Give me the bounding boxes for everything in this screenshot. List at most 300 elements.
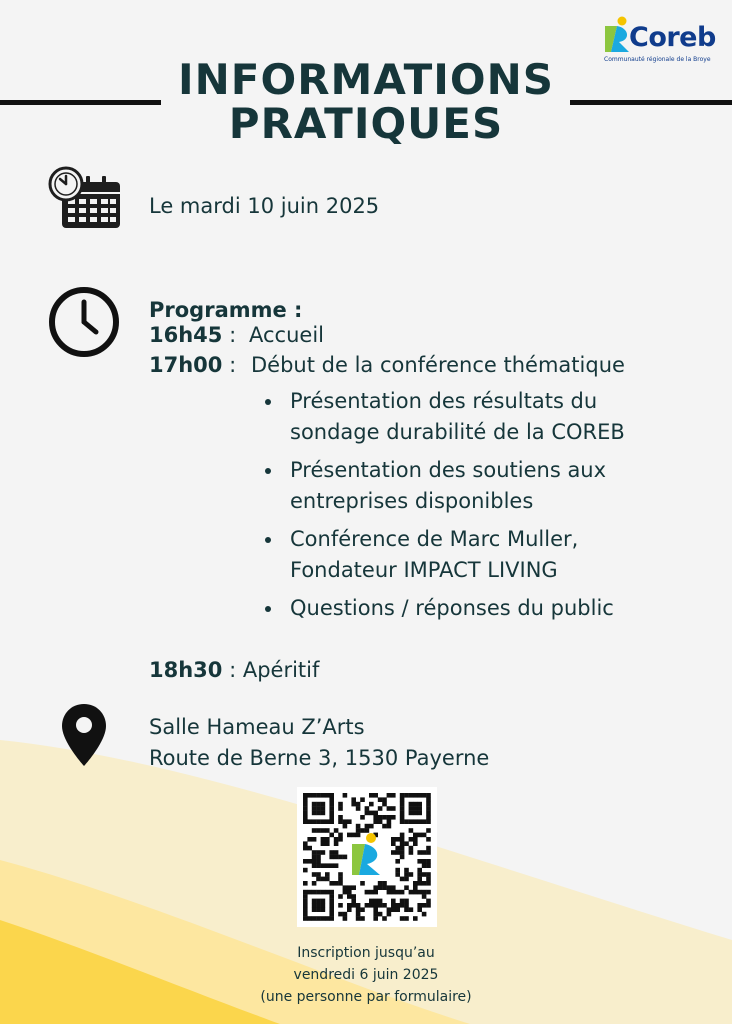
list-item <box>265 524 705 586</box>
qr-module <box>329 850 334 855</box>
qr-module <box>409 890 414 895</box>
qr-module <box>316 872 321 877</box>
registration-line-2: vendredi 6 juin 2025 <box>293 967 439 983</box>
qr-module <box>369 890 374 895</box>
qr-module <box>404 907 409 912</box>
qr-module <box>369 811 374 816</box>
qr-module <box>325 793 330 798</box>
qr-module <box>312 802 317 807</box>
programme-heading: Programme : <box>149 298 303 322</box>
qr-module <box>426 899 431 904</box>
qr-module <box>303 890 308 895</box>
qr-module <box>329 811 334 816</box>
qr-module <box>329 912 334 917</box>
qr-module <box>329 890 334 895</box>
qr-module <box>343 916 348 921</box>
qr-module <box>329 855 334 860</box>
qr-module <box>387 824 392 829</box>
qr-module <box>321 907 326 912</box>
qr-module <box>426 837 431 842</box>
qr-module <box>338 903 343 908</box>
qr-module <box>413 881 418 886</box>
qr-module <box>400 802 405 807</box>
qr-module <box>321 903 326 908</box>
qr-module <box>422 894 427 899</box>
qr-module <box>343 912 348 917</box>
qr-module <box>312 859 317 864</box>
conference-topics <box>265 386 705 631</box>
qr-module <box>417 793 422 798</box>
qr-module <box>426 903 431 908</box>
qr-module <box>387 815 392 820</box>
qr-module <box>422 881 427 886</box>
qr-module <box>303 881 308 886</box>
qr-module <box>400 797 405 802</box>
qr-module <box>422 793 427 798</box>
qr-module <box>356 828 361 833</box>
qr-module <box>338 806 343 811</box>
qr-module <box>338 837 343 842</box>
qr-module <box>343 824 348 829</box>
qr-module <box>356 903 361 908</box>
qr-module <box>347 894 352 899</box>
logo-subtitle: Communauté régionale de la Broye <box>604 56 711 63</box>
qr-module <box>395 846 400 851</box>
qr-module <box>347 890 352 895</box>
qr-module <box>312 828 317 833</box>
qr-module <box>321 819 326 824</box>
schedule-time-2 <box>149 352 236 378</box>
qr-module <box>426 863 431 868</box>
qr-module <box>400 819 405 824</box>
list-item <box>265 455 705 517</box>
qr-module <box>422 833 427 838</box>
title-rule-left <box>0 100 161 105</box>
qr-module <box>312 793 317 798</box>
qr-module <box>413 890 418 895</box>
qr-module <box>321 841 326 846</box>
qr-module <box>312 916 317 921</box>
qr-module <box>369 899 374 904</box>
calendar-clock-icon <box>48 166 122 232</box>
qr-module <box>373 811 378 816</box>
qr-module <box>382 903 387 908</box>
qr-module <box>395 907 400 912</box>
qr-module <box>395 837 400 842</box>
qr-module <box>409 828 414 833</box>
qr-module <box>426 793 431 798</box>
qr-module <box>325 819 330 824</box>
qr-module <box>312 899 317 904</box>
schedule-time-1-value: 16h45 <box>149 323 223 347</box>
qr-module <box>395 859 400 864</box>
qr-module <box>391 837 396 842</box>
qr-module <box>422 912 427 917</box>
aperitif-time: 18h30 <box>149 658 223 682</box>
qr-module <box>321 828 326 833</box>
qr-module <box>400 850 405 855</box>
qr-module <box>303 903 308 908</box>
qr-module <box>303 899 308 904</box>
qr-module <box>303 916 308 921</box>
qr-module <box>365 903 370 908</box>
qr-module <box>387 806 392 811</box>
qr-module <box>307 837 312 842</box>
qr-module <box>316 811 321 816</box>
qr-module <box>360 881 365 886</box>
qr-module <box>316 877 321 882</box>
qr-module <box>409 802 414 807</box>
qr-module <box>373 907 378 912</box>
qr-module <box>325 863 330 868</box>
qr-module <box>409 806 414 811</box>
qr-module <box>409 850 414 855</box>
qr-module <box>426 890 431 895</box>
qr-module <box>395 850 400 855</box>
qr-logo <box>352 833 380 875</box>
qr-module <box>303 811 308 816</box>
qr-module <box>400 899 405 904</box>
qr-module <box>334 881 339 886</box>
qr-module <box>404 899 409 904</box>
qr-module <box>338 855 343 860</box>
qr-module <box>378 815 383 820</box>
qr-module <box>409 846 414 851</box>
qr-module <box>391 841 396 846</box>
qr-module <box>312 837 317 842</box>
qr-module <box>351 833 356 838</box>
qr-module <box>325 837 330 842</box>
qr-module <box>347 833 352 838</box>
qr-module <box>343 855 348 860</box>
venue-name: Salle Hameau Z’Arts <box>149 715 365 739</box>
qr-module <box>365 828 370 833</box>
qr-module <box>338 833 343 838</box>
qr-module <box>426 877 431 882</box>
qr-module <box>404 916 409 921</box>
topic-1-line-1: Présentation des résultats du <box>290 389 598 413</box>
qr-module <box>360 828 365 833</box>
qr-module <box>400 793 405 798</box>
qr-module <box>316 850 321 855</box>
qr-module <box>373 815 378 820</box>
qr-module <box>307 890 312 895</box>
qr-module <box>321 806 326 811</box>
qr-module <box>404 872 409 877</box>
qr-code[interactable] <box>297 787 437 927</box>
coreb-logo <box>603 14 718 64</box>
qr-module <box>382 881 387 886</box>
qr-module <box>365 824 370 829</box>
qr-module <box>382 802 387 807</box>
qr-module <box>356 833 361 838</box>
qr-module <box>422 903 427 908</box>
schedule-time-1 <box>149 322 236 348</box>
qr-module <box>303 912 308 917</box>
schedule-time-2-value: 17h00 <box>149 353 223 377</box>
qr-module <box>417 819 422 824</box>
qr-module <box>404 868 409 873</box>
qr-module <box>426 828 431 833</box>
qr-module <box>395 890 400 895</box>
qr-module <box>303 797 308 802</box>
qr-module <box>321 877 326 882</box>
qr-module <box>387 793 392 798</box>
logo-name: Coreb <box>629 22 716 53</box>
qr-module <box>316 806 321 811</box>
qr-module <box>378 797 383 802</box>
qr-module <box>316 859 321 864</box>
qr-module <box>347 907 352 912</box>
qr-module <box>343 793 348 798</box>
qr-module <box>316 793 321 798</box>
qr-module <box>356 916 361 921</box>
qr-module <box>404 819 409 824</box>
qr-module <box>404 885 409 890</box>
qr-module <box>316 916 321 921</box>
qr-module <box>417 903 422 908</box>
qr-module <box>325 828 330 833</box>
qr-module <box>351 903 356 908</box>
qr-module <box>400 833 405 838</box>
qr-module <box>413 802 418 807</box>
topic-3-line-1: Conférence de Marc Muller, <box>290 527 579 551</box>
qr-module <box>422 890 427 895</box>
qr-module <box>378 806 383 811</box>
qr-module <box>382 885 387 890</box>
qr-module <box>378 899 383 904</box>
qr-module <box>303 846 308 851</box>
qr-module <box>413 833 418 838</box>
qr-module <box>400 890 405 895</box>
qr-module <box>404 877 409 882</box>
qr-module <box>338 802 343 807</box>
schedule-label-1: Accueil <box>249 323 324 347</box>
qr-module <box>417 890 422 895</box>
qr-module <box>409 793 414 798</box>
qr-module <box>426 802 431 807</box>
qr-module <box>312 881 317 886</box>
qr-module <box>387 907 392 912</box>
qr-module <box>426 850 431 855</box>
qr-module <box>426 811 431 816</box>
qr-module <box>387 885 392 890</box>
qr-module <box>312 855 317 860</box>
qr-module <box>351 894 356 899</box>
qr-module <box>373 903 378 908</box>
qr-module <box>316 855 321 860</box>
qr-module <box>413 837 418 842</box>
qr-module <box>316 819 321 824</box>
qr-module <box>400 841 405 846</box>
aperitif-line <box>149 657 319 683</box>
qr-module <box>391 907 396 912</box>
qr-module <box>395 903 400 908</box>
qr-module <box>365 890 370 895</box>
qr-module <box>325 841 330 846</box>
qr-module <box>400 806 405 811</box>
qr-module <box>360 907 365 912</box>
qr-module <box>369 903 374 908</box>
qr-module <box>378 819 383 824</box>
qr-module <box>413 841 418 846</box>
qr-module <box>329 793 334 798</box>
qr-module <box>400 855 405 860</box>
qr-module <box>321 837 326 842</box>
qr-module <box>312 907 317 912</box>
qr-module <box>365 811 370 816</box>
qr-module <box>312 890 317 895</box>
event-date: Le mardi 10 juin 2025 <box>149 194 380 218</box>
qr-module <box>329 797 334 802</box>
qr-module <box>387 819 392 824</box>
qr-module <box>307 916 312 921</box>
qr-module <box>413 806 418 811</box>
qr-module <box>417 868 422 873</box>
qr-module <box>325 890 330 895</box>
qr-module <box>325 877 330 882</box>
qr-module <box>373 899 378 904</box>
qr-module <box>409 819 414 824</box>
qr-module <box>347 819 352 824</box>
qr-module <box>391 885 396 890</box>
qr-module <box>417 802 422 807</box>
qr-module <box>338 877 343 882</box>
qr-code-icon <box>297 787 437 927</box>
qr-module <box>378 881 383 886</box>
qr-module <box>400 877 405 882</box>
map-pin-icon <box>60 702 108 768</box>
qr-module <box>413 916 418 921</box>
qr-module <box>343 819 348 824</box>
qr-module <box>316 890 321 895</box>
qr-module <box>316 828 321 833</box>
qr-module <box>422 850 427 855</box>
page-title <box>150 55 582 148</box>
qr-module <box>303 907 308 912</box>
qr-module <box>404 793 409 798</box>
qr-module <box>329 819 334 824</box>
qr-module <box>382 916 387 921</box>
qr-module <box>395 868 400 873</box>
qr-module <box>426 819 431 824</box>
qr-module <box>316 903 321 908</box>
qr-module <box>307 793 312 798</box>
qr-module <box>382 824 387 829</box>
qr-module <box>343 890 348 895</box>
topic-2-line-2: entreprises disponibles <box>290 489 534 513</box>
schedule-time-2-separator: : <box>222 353 237 377</box>
qr-module <box>391 793 396 798</box>
qr-module <box>426 872 431 877</box>
qr-module <box>329 881 334 886</box>
qr-module <box>400 815 405 820</box>
qr-module <box>426 846 431 851</box>
qr-module <box>303 894 308 899</box>
qr-module <box>334 841 339 846</box>
qr-module <box>409 837 414 842</box>
qr-module <box>378 903 383 908</box>
qr-module <box>387 890 392 895</box>
qr-module <box>312 806 317 811</box>
registration-note <box>216 942 516 1008</box>
qr-module <box>329 802 334 807</box>
qr-module <box>413 793 418 798</box>
page-title-line-1: INFORMATIONS <box>178 55 554 104</box>
qr-module <box>417 859 422 864</box>
topic-2-line-1: Présentation des soutiens aux <box>290 458 607 482</box>
qr-module <box>378 885 383 890</box>
qr-module <box>312 850 317 855</box>
qr-module <box>400 811 405 816</box>
qr-module <box>303 802 308 807</box>
qr-module <box>360 815 365 820</box>
schedule-time-1-separator: : <box>222 323 237 347</box>
qr-module <box>334 850 339 855</box>
qr-module <box>325 916 330 921</box>
qr-module <box>351 797 356 802</box>
registration-line-3: (une personne par formulaire) <box>260 989 472 1005</box>
qr-module <box>409 907 414 912</box>
qr-module <box>417 833 422 838</box>
qr-module <box>334 837 339 842</box>
qr-module <box>303 793 308 798</box>
qr-module <box>356 802 361 807</box>
title-rule-right <box>570 100 732 105</box>
qr-module <box>400 903 405 908</box>
qr-module <box>382 815 387 820</box>
qr-module <box>307 846 312 851</box>
qr-module <box>321 850 326 855</box>
qr-module <box>391 903 396 908</box>
qr-module <box>365 806 370 811</box>
qr-module <box>400 916 405 921</box>
list-item <box>265 386 705 448</box>
qr-module <box>321 899 326 904</box>
qr-module <box>321 793 326 798</box>
qr-module <box>373 793 378 798</box>
qr-module <box>417 872 422 877</box>
qr-module <box>351 899 356 904</box>
qr-module <box>312 872 317 877</box>
qr-module <box>329 903 334 908</box>
qr-module <box>422 859 427 864</box>
qr-module <box>422 819 427 824</box>
qr-module <box>329 916 334 921</box>
qr-module <box>334 855 339 860</box>
qr-module <box>426 881 431 886</box>
qr-module <box>343 885 348 890</box>
qr-module <box>338 912 343 917</box>
page-title-line-2: PRATIQUES <box>228 99 504 148</box>
qr-module <box>329 907 334 912</box>
qr-module <box>303 859 308 864</box>
qr-module <box>391 899 396 904</box>
qr-module <box>329 899 334 904</box>
qr-module <box>338 894 343 899</box>
qr-module <box>360 916 365 921</box>
qr-module <box>413 811 418 816</box>
qr-module <box>312 811 317 816</box>
qr-module <box>404 903 409 908</box>
qr-module <box>378 912 383 917</box>
qr-module <box>373 819 378 824</box>
qr-module <box>391 815 396 820</box>
registration-line-1: Inscription jusqu’au <box>297 945 435 961</box>
qr-module <box>312 863 317 868</box>
qr-module <box>338 881 343 886</box>
topic-1-line-2: sondage durabilité de la COREB <box>290 420 625 444</box>
